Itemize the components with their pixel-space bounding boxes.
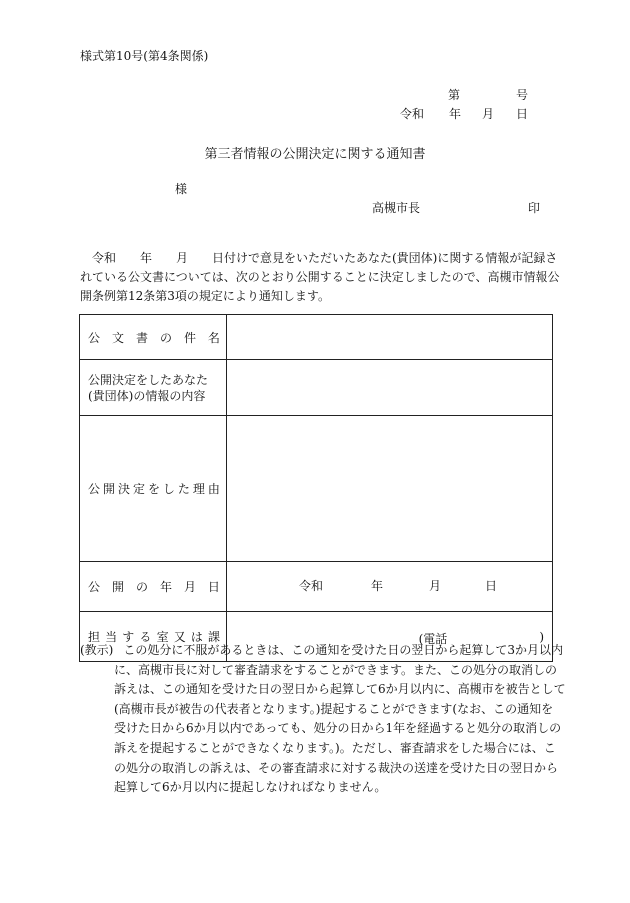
value-disclosure-date[interactable] <box>227 562 553 612</box>
note-line: に、高槻市長に対して審査請求をすることができます。また、この処分の取消しの <box>114 662 558 677</box>
seal-mark: 印 <box>528 201 541 215</box>
issue-date-day: 日 <box>516 107 529 121</box>
tel-close: ) <box>539 630 544 644</box>
note-line: (高槻市長が被告の代表者となります。)提起することができます(なお、この通知を <box>114 701 554 716</box>
value-reason[interactable] <box>227 416 553 562</box>
form-number: 様式第10号(第4条関係) <box>80 49 209 63</box>
label-department: 担 当 す る 室 又 は 課 <box>80 612 227 662</box>
label-document-name: 公 文 書 の 件 名 <box>80 315 227 360</box>
note-line: 起算して6か月以内に提起しなければなりません。 <box>114 780 387 795</box>
disclosure-date-year: 年 <box>371 579 384 593</box>
document-title: 第三者情報の公開決定に関する通知書 <box>204 147 426 162</box>
table-row-disclosure-date <box>80 562 553 612</box>
notice-table <box>79 314 553 662</box>
table-row-reason <box>80 416 553 562</box>
note-line: 受けた日から6か月以内であっても、処分の日から1年を経過すると処分の取消しの <box>114 721 562 736</box>
note-label: (教示) <box>80 643 114 657</box>
note-line: の処分の取消しの訴えは、その審査請求に対する裁決の送達を受けた日の翌日から <box>114 760 559 775</box>
label-reason: 公 開 決 定 を し た 理 由 <box>80 416 227 562</box>
disclosure-date-day: 日 <box>485 579 498 593</box>
disclosure-date-era: 令和 <box>299 579 324 593</box>
value-document-name[interactable] <box>227 315 553 360</box>
table-row-document-name <box>80 315 553 360</box>
intro-line: れている公文書については、次のとおり公開することに決定しましたので、高槻市情報公 <box>80 270 560 284</box>
note-line: 訴えは、この通知を受けた日の翌日から起算して6か月以内に、高槻市を被告として <box>114 682 566 697</box>
intro-paragraph <box>80 249 560 306</box>
note-first-line: (教示) この処分に不服があるときは、この通知を受けた日の翌日から起算して3か月以内 <box>80 643 564 657</box>
doc-number-suffix: 号 <box>516 88 529 102</box>
table-row-info-content <box>80 360 553 416</box>
tel-label: (電話 <box>418 632 448 646</box>
addressee-honorific: 様 <box>175 182 188 196</box>
issue-date-month: 月 <box>482 107 495 121</box>
doc-number-prefix: 第 <box>448 88 461 102</box>
issue-date-era: 令和 <box>400 107 425 121</box>
disclosure-date-month: 月 <box>429 579 442 593</box>
label-info-content: 公開決定をしたあなた (貴団体)の情報の内容 <box>80 360 227 416</box>
instruction-note <box>80 641 566 798</box>
value-info-content[interactable] <box>227 360 553 416</box>
label-disclosure-date: 公 開 の 年 月 日 <box>80 562 227 612</box>
issue-date-year: 年 <box>449 107 462 121</box>
sender-name: 高槻市長 <box>372 201 421 215</box>
intro-line: 令和 年 月 日付けで意見をいただいたあなた(貴団体)に関する情報が記録さ <box>80 251 558 265</box>
note-line: 訴えを提起することができなくなります。)。ただし、審査請求をした場合には、こ <box>114 740 556 755</box>
intro-line: 開条例第12条第3項の規定により通知します。 <box>80 289 330 303</box>
